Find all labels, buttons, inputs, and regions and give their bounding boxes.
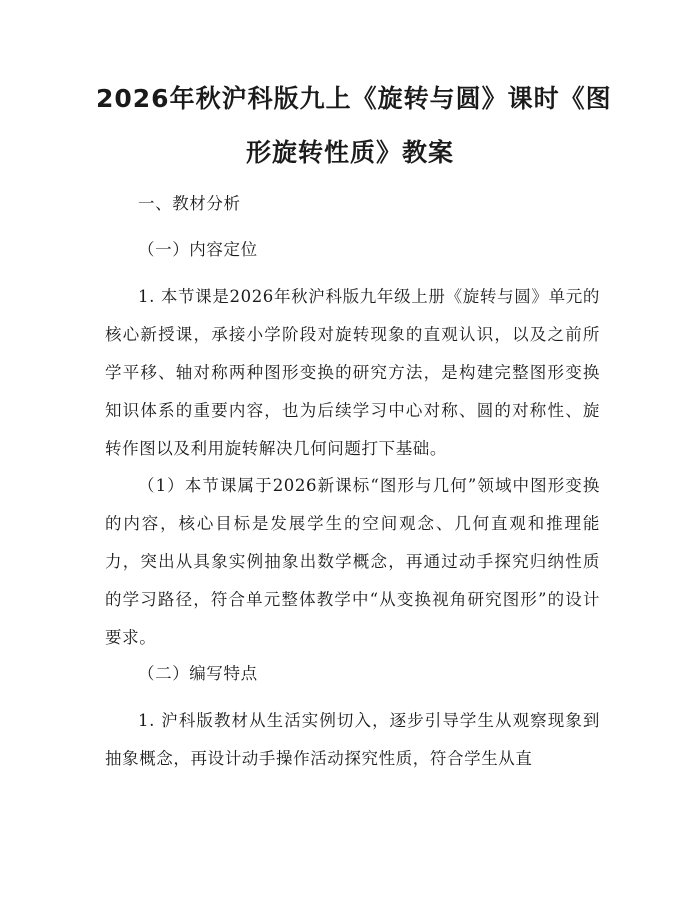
- document-title-line-2: 形旋转性质》教案: [245, 138, 454, 167]
- paragraph-writing-features-1: 1. 沪科版教材从生活实例切入，逐步引导学生从观察现象到抽象概念，再设计动手操作活动探究性质，符合学生从直: [105, 711, 600, 768]
- paragraph-content-positioning-1: 1. 本节课是2026年秋沪科版九年级上册《旋转与圆》单元的核心新授课，承接小学阶段对旋转现象的直观认识，以及之前所学平移、轴对称两种图形变换的研究方法，是构建完整图形变换知识体系的重要内容，也为后续学习中心对称、圆的对称性、旋转作图以及利用旋转解决几何问题打下基础。: [105, 287, 600, 458]
- subsection-heading-writing-features: （二）编写特点: [138, 664, 258, 683]
- document-title-line-1: 2026年秋沪科版九上《旋转与圆》课时《图: [96, 84, 612, 113]
- document-title: [96, 72, 612, 180]
- paragraph-content-positioning-2: （1）本节课属于2026新课标“图形与几何”领域中图形变换的内容，核心目标是发展学生的空间观念、几何直观和推理能力，突出从具象实例抽象出数学概念，再通过动手探究归纳性质的学习路径，符合单元整体教学中“从变换视角研究图形”的设计要求。: [105, 476, 600, 647]
- section-heading-textbook-analysis: 一、教材分析: [138, 194, 241, 213]
- subsection-heading-content-positioning: （一）内容定位: [138, 240, 258, 259]
